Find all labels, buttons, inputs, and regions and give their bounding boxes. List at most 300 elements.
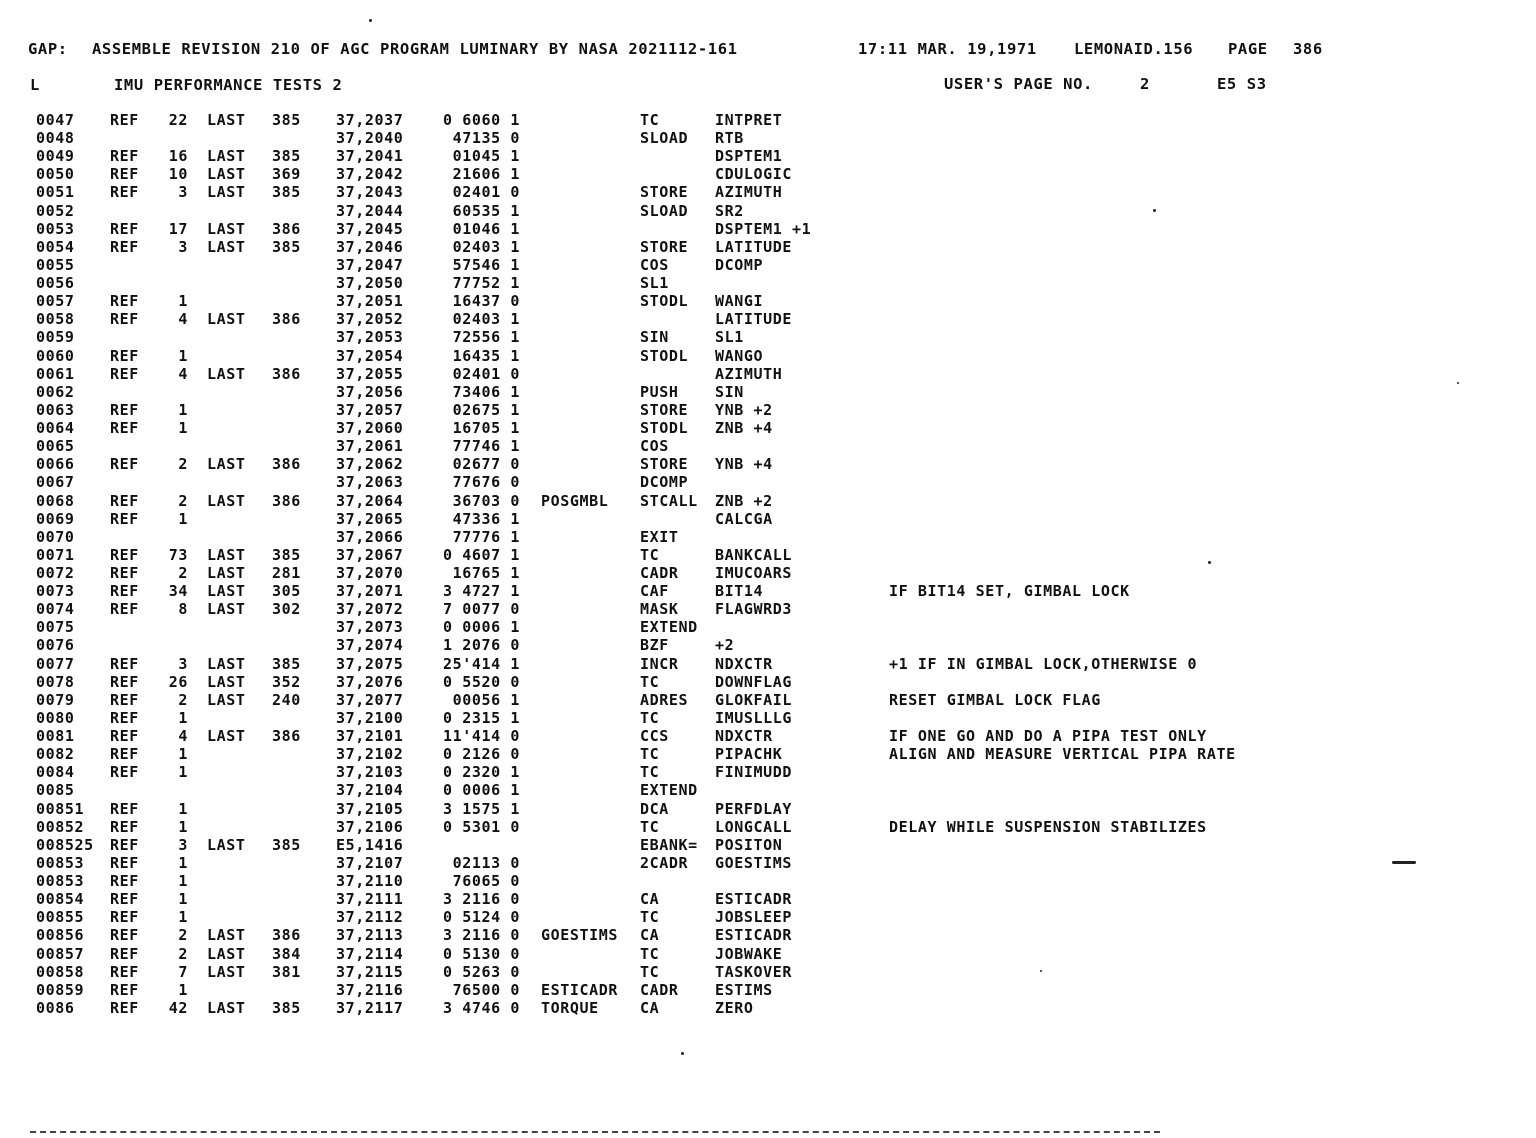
ref-count: 10 — [168, 165, 188, 184]
octal-word: 02403 1 — [452, 237, 520, 256]
listing-row — [0, 147, 1536, 165]
last-page: 385 — [272, 111, 301, 129]
ref-keyword: REF — [110, 980, 139, 999]
line-number: 0053 — [36, 219, 75, 238]
operand: SR2 — [715, 201, 744, 220]
listing-row — [0, 546, 1536, 564]
ref-count: 3 — [178, 835, 188, 854]
ref-keyword: REF — [110, 745, 139, 764]
listing-row — [0, 781, 1536, 799]
line-number: 00853 — [36, 853, 85, 872]
last-keyword: LAST — [207, 491, 246, 510]
line-number: 0078 — [36, 672, 75, 691]
listing-row — [0, 854, 1536, 872]
listing-row — [0, 129, 1536, 147]
listing-row — [0, 564, 1536, 582]
listing-row — [0, 202, 1536, 220]
octal-word: 16705 1 — [452, 419, 520, 438]
line-number: 0085 — [36, 781, 75, 800]
octal-word: 16437 0 — [452, 292, 520, 311]
octal-word: 3 1575 1 — [442, 799, 520, 818]
print-mark — [1392, 861, 1416, 864]
ref-count: 3 — [178, 237, 188, 256]
line-number: 0073 — [36, 582, 75, 601]
line-number: 0058 — [36, 310, 75, 329]
ref-count: 73 — [168, 545, 188, 564]
listing-row — [0, 908, 1536, 926]
address: 37,2071 — [336, 582, 404, 601]
operand: PIPACHK — [715, 745, 783, 764]
ref-count: 4 — [178, 727, 188, 746]
address: 37,2076 — [336, 672, 404, 691]
last-page: 386 — [272, 364, 301, 383]
octal-word: 0 2126 0 — [442, 745, 520, 764]
listing-row — [0, 818, 1536, 836]
line-number: 0084 — [36, 763, 75, 782]
ref-keyword: REF — [110, 890, 139, 909]
operand: BANKCALL — [715, 545, 793, 564]
last-keyword: LAST — [207, 654, 246, 673]
ref-keyword: REF — [110, 419, 139, 438]
ref-keyword: REF — [110, 908, 139, 927]
opcode: 2CADR — [640, 853, 689, 872]
line-number: 0063 — [36, 400, 75, 419]
opcode: TC — [640, 944, 660, 963]
line-number: 0081 — [36, 727, 75, 746]
octal-word: 0 5301 0 — [442, 817, 520, 836]
opcode: INCR — [640, 654, 679, 673]
address: 37,2105 — [336, 799, 404, 818]
opcode: EBANK= — [640, 835, 698, 854]
ref-keyword: REF — [110, 147, 139, 166]
last-page: 385 — [272, 835, 301, 854]
ref-keyword: REF — [110, 944, 139, 963]
address: 37,2110 — [336, 872, 404, 891]
listing-row — [0, 383, 1536, 401]
listing-row — [0, 455, 1536, 473]
listing-row — [0, 528, 1536, 546]
header-datetime: 17:11 MAR. 19,1971 — [858, 40, 1037, 58]
line-number: 00857 — [36, 944, 85, 963]
line-number: 00853 — [36, 872, 85, 891]
opcode: DCA — [640, 799, 669, 818]
ref-count: 4 — [178, 364, 188, 383]
operand: WANGO — [715, 346, 764, 365]
ref-keyword: REF — [110, 727, 139, 746]
line-number: 0062 — [36, 382, 75, 401]
line-number: 0080 — [36, 708, 75, 727]
listing-row — [0, 673, 1536, 691]
line-number: 0051 — [36, 183, 75, 202]
line-number: 0072 — [36, 564, 75, 582]
operand: BIT14 — [715, 582, 764, 601]
listing-row — [0, 165, 1536, 183]
listing-row — [0, 636, 1536, 654]
listing-row — [0, 510, 1536, 528]
ref-keyword: REF — [110, 690, 139, 709]
ref-keyword: REF — [110, 111, 139, 129]
ref-count: 1 — [178, 890, 188, 909]
line-number: 0066 — [36, 455, 75, 474]
ref-keyword: REF — [110, 165, 139, 184]
operand: IMUCOARS — [715, 564, 793, 582]
octal-word: 0 6060 1 — [442, 111, 520, 129]
last-page: 240 — [272, 690, 301, 709]
ref-count: 26 — [168, 672, 188, 691]
octal-word: 36703 0 — [452, 491, 520, 510]
address: 37,2065 — [336, 509, 404, 528]
operand: DCOMP — [715, 255, 764, 274]
header-page-number: 386 — [1293, 40, 1323, 58]
octal-word: 0 2320 1 — [442, 763, 520, 782]
last-page: 386 — [272, 455, 301, 474]
address: 37,2064 — [336, 491, 404, 510]
line-number: 0082 — [36, 745, 75, 764]
opcode: MASK — [640, 600, 679, 619]
ref-count: 1 — [178, 853, 188, 872]
operand: JOBSLEEP — [715, 908, 793, 927]
print-speck — [369, 19, 372, 22]
operand: JOBWAKE — [715, 944, 783, 963]
opcode: CA — [640, 926, 660, 945]
ref-keyword: REF — [110, 364, 139, 383]
operand: ZNB +4 — [715, 419, 773, 438]
opcode: TC — [640, 962, 660, 981]
operand: POSITON — [715, 835, 783, 854]
line-number: 0069 — [36, 509, 75, 528]
operand: LATITUDE — [715, 237, 793, 256]
last-keyword: LAST — [207, 672, 246, 691]
opcode: CCS — [640, 727, 669, 746]
listing-row — [0, 981, 1536, 999]
last-page: 386 — [272, 310, 301, 329]
comment: DELAY WHILE SUSPENSION STABILIZES — [889, 817, 1207, 836]
listing-row — [0, 220, 1536, 238]
listing-row — [0, 926, 1536, 944]
listing-row — [0, 419, 1536, 437]
ref-count: 2 — [178, 455, 188, 474]
ref-count: 16 — [168, 147, 188, 166]
subheader-marker: L — [30, 76, 40, 94]
ref-count: 1 — [178, 872, 188, 891]
ref-keyword: REF — [110, 817, 139, 836]
address: 37,2045 — [336, 219, 404, 238]
last-page: 385 — [272, 545, 301, 564]
operand: WANGI — [715, 292, 764, 311]
octal-word: 16765 1 — [452, 564, 520, 582]
opcode: EXIT — [640, 527, 679, 546]
opcode: TC — [640, 545, 660, 564]
operand: TASKOVER — [715, 962, 793, 981]
last-keyword: LAST — [207, 183, 246, 202]
listing-row — [0, 709, 1536, 727]
ref-count: 1 — [178, 509, 188, 528]
address: 37,2114 — [336, 944, 404, 963]
opcode: CA — [640, 890, 660, 909]
comment: +1 IF IN GIMBAL LOCK,OTHERWISE 0 — [889, 654, 1198, 673]
address: 37,2074 — [336, 636, 404, 655]
opcode: STODL — [640, 346, 689, 365]
listing-row — [0, 600, 1536, 618]
address: 37,2101 — [336, 727, 404, 746]
address: 37,2073 — [336, 618, 404, 637]
last-keyword: LAST — [207, 835, 246, 854]
address: 37,2117 — [336, 998, 404, 1017]
opcode: TC — [640, 908, 660, 927]
address: 37,2113 — [336, 926, 404, 945]
octal-word: 0 5520 0 — [442, 672, 520, 691]
octal-word: 76500 0 — [452, 980, 520, 999]
listing-row — [0, 691, 1536, 709]
listing-row — [0, 800, 1536, 818]
address: 37,2055 — [336, 364, 404, 383]
last-keyword: LAST — [207, 219, 246, 238]
address: 37,2070 — [336, 564, 404, 582]
listing-row — [0, 890, 1536, 908]
last-keyword: LAST — [207, 690, 246, 709]
operand: ZNB +2 — [715, 491, 773, 510]
last-keyword: LAST — [207, 364, 246, 383]
address: 37,2102 — [336, 745, 404, 764]
ref-count: 1 — [178, 400, 188, 419]
ref-keyword: REF — [110, 292, 139, 311]
octal-word: 01045 1 — [452, 147, 520, 166]
octal-word: 7 0077 0 — [442, 600, 520, 619]
address: 37,2103 — [336, 763, 404, 782]
symbol-label: POSGMBL — [541, 491, 609, 510]
ref-count: 1 — [178, 817, 188, 836]
ref-keyword: REF — [110, 672, 139, 691]
comment: ALIGN AND MEASURE VERTICAL PIPA RATE — [889, 745, 1236, 764]
line-number: 0075 — [36, 618, 75, 637]
address: 37,2116 — [336, 980, 404, 999]
operand: DOWNFLAG — [715, 672, 793, 691]
address: 37,2037 — [336, 111, 404, 129]
line-number: 0050 — [36, 165, 75, 184]
address: 37,2072 — [336, 600, 404, 619]
octal-word: 02675 1 — [452, 400, 520, 419]
operand: AZIMUTH — [715, 364, 783, 383]
address: 37,2053 — [336, 328, 404, 347]
bank-label: E5 S3 — [1217, 75, 1267, 93]
ref-keyword: REF — [110, 400, 139, 419]
opcode: TC — [640, 763, 660, 782]
listing-row — [0, 763, 1536, 781]
opcode: STCALL — [640, 491, 698, 510]
last-page: 385 — [272, 183, 301, 202]
line-number: 0067 — [36, 473, 75, 492]
octal-word: 77746 1 — [452, 437, 520, 456]
ref-count: 2 — [178, 944, 188, 963]
opcode: DCOMP — [640, 473, 689, 492]
listing-row — [0, 963, 1536, 981]
opcode: SIN — [640, 328, 669, 347]
line-number: 0074 — [36, 600, 75, 619]
operand: FINIMUDD — [715, 763, 793, 782]
opcode: TC — [640, 745, 660, 764]
operand: DSPTEM1 — [715, 147, 783, 166]
ref-count: 22 — [168, 111, 188, 129]
line-number: 0065 — [36, 437, 75, 456]
line-number: 00854 — [36, 890, 85, 909]
ref-keyword: REF — [110, 853, 139, 872]
ref-count: 1 — [178, 346, 188, 365]
address: 37,2041 — [336, 147, 404, 166]
operand: SIN — [715, 382, 744, 401]
opcode: TC — [640, 708, 660, 727]
ref-count: 7 — [178, 962, 188, 981]
ref-keyword: REF — [110, 998, 139, 1017]
opcode: ADRES — [640, 690, 689, 709]
header-tag: GAP: — [28, 40, 68, 58]
last-page: 369 — [272, 165, 301, 184]
line-number: 0056 — [36, 274, 75, 293]
print-speck — [1208, 561, 1211, 564]
octal-word: 02403 1 — [452, 310, 520, 329]
last-page: 305 — [272, 582, 301, 601]
operand: LONGCALL — [715, 817, 793, 836]
opcode: STORE — [640, 183, 689, 202]
octal-word: 72556 1 — [452, 328, 520, 347]
line-number: 0070 — [36, 527, 75, 546]
line-number: 0061 — [36, 364, 75, 383]
opcode: EXTEND — [640, 781, 698, 800]
symbol-label: GOESTIMS — [541, 926, 619, 945]
opcode: TC — [640, 817, 660, 836]
address: 37,2057 — [336, 400, 404, 419]
ref-keyword: REF — [110, 582, 139, 601]
listing-row — [0, 492, 1536, 510]
ref-count: 2 — [178, 564, 188, 582]
ref-count: 42 — [168, 998, 188, 1017]
octal-word: 3 4746 0 — [442, 998, 520, 1017]
line-number: 0057 — [36, 292, 75, 311]
opcode: STORE — [640, 400, 689, 419]
last-keyword: LAST — [207, 727, 246, 746]
last-keyword: LAST — [207, 582, 246, 601]
last-page: 381 — [272, 962, 301, 981]
opcode: CADR — [640, 564, 679, 582]
opcode: TC — [640, 672, 660, 691]
octal-word: 77752 1 — [452, 274, 520, 293]
line-number: 0064 — [36, 419, 75, 438]
comment: RESET GIMBAL LOCK FLAG — [889, 690, 1101, 709]
print-speck — [1040, 970, 1042, 972]
listing-row — [0, 999, 1536, 1017]
address: 37,2051 — [336, 292, 404, 311]
octal-word: 0 5124 0 — [442, 908, 520, 927]
last-page: 386 — [272, 491, 301, 510]
line-number: 00859 — [36, 980, 85, 999]
operand: FLAGWRD3 — [715, 600, 793, 619]
listing-row — [0, 347, 1536, 365]
opcode: STORE — [640, 237, 689, 256]
last-page: 302 — [272, 600, 301, 619]
opcode: CADR — [640, 980, 679, 999]
ref-count: 1 — [178, 292, 188, 311]
ref-keyword: REF — [110, 962, 139, 981]
octal-word: 0 2315 1 — [442, 708, 520, 727]
address: 37,2061 — [336, 437, 404, 456]
octal-word: 0 0006 1 — [442, 781, 520, 800]
last-page: 352 — [272, 672, 301, 691]
octal-word: 73406 1 — [452, 382, 520, 401]
line-number: 00852 — [36, 817, 85, 836]
operand: ESTICADR — [715, 926, 793, 945]
last-keyword: LAST — [207, 147, 246, 166]
ref-count: 4 — [178, 310, 188, 329]
octal-word: 57546 1 — [452, 255, 520, 274]
users-page-label: USER'S PAGE NO. — [944, 75, 1093, 93]
line-number: 0055 — [36, 255, 75, 274]
octal-word: 3 2116 0 — [442, 926, 520, 945]
ref-keyword: REF — [110, 219, 139, 238]
last-keyword: LAST — [207, 111, 246, 129]
last-keyword: LAST — [207, 455, 246, 474]
ref-keyword: REF — [110, 654, 139, 673]
ref-keyword: REF — [110, 346, 139, 365]
ref-keyword: REF — [110, 926, 139, 945]
listing-row — [0, 256, 1536, 274]
octal-word: 21606 1 — [452, 165, 520, 184]
octal-word: 11'414 0 — [442, 727, 520, 746]
ref-keyword: REF — [110, 491, 139, 510]
ref-keyword: REF — [110, 237, 139, 256]
address: 37,2046 — [336, 237, 404, 256]
address: 37,2111 — [336, 890, 404, 909]
last-page: 385 — [272, 654, 301, 673]
octal-word: 00056 1 — [452, 690, 520, 709]
line-number: 00855 — [36, 908, 85, 927]
users-page-number: 2 — [1140, 75, 1150, 93]
comment: IF ONE GO AND DO A PIPA TEST ONLY — [889, 727, 1207, 746]
symbol-label: TORQUE — [541, 998, 599, 1017]
address: 37,2106 — [336, 817, 404, 836]
octal-word: 0 4607 1 — [442, 545, 520, 564]
octal-word: 1 2076 0 — [442, 636, 520, 655]
ref-count: 1 — [178, 799, 188, 818]
octal-word: 47336 1 — [452, 509, 520, 528]
octal-word: 0 0006 1 — [442, 618, 520, 637]
octal-word: 02113 0 — [452, 853, 520, 872]
line-number: 00858 — [36, 962, 85, 981]
line-number: 0076 — [36, 636, 75, 655]
ref-keyword: REF — [110, 799, 139, 818]
section-title: IMU PERFORMANCE TESTS 2 — [114, 76, 343, 94]
last-keyword: LAST — [207, 564, 246, 582]
address: 37,2042 — [336, 165, 404, 184]
ref-count: 8 — [178, 600, 188, 619]
operand: IMUSLLLG — [715, 708, 793, 727]
last-keyword: LAST — [207, 926, 246, 945]
ref-count: 1 — [178, 745, 188, 764]
last-page: 385 — [272, 998, 301, 1017]
ref-keyword: REF — [110, 600, 139, 619]
opcode: SLOAD — [640, 129, 689, 148]
opcode: STODL — [640, 292, 689, 311]
last-keyword: LAST — [207, 165, 246, 184]
last-keyword: LAST — [207, 237, 246, 256]
opcode: PUSH — [640, 382, 679, 401]
print-speck — [1457, 382, 1459, 384]
address: 37,2075 — [336, 654, 404, 673]
ref-keyword: REF — [110, 564, 139, 582]
opcode: STORE — [640, 455, 689, 474]
operand: ZERO — [715, 998, 754, 1017]
address: 37,2043 — [336, 183, 404, 202]
operand: +2 — [715, 636, 735, 655]
operand: SL1 — [715, 328, 744, 347]
